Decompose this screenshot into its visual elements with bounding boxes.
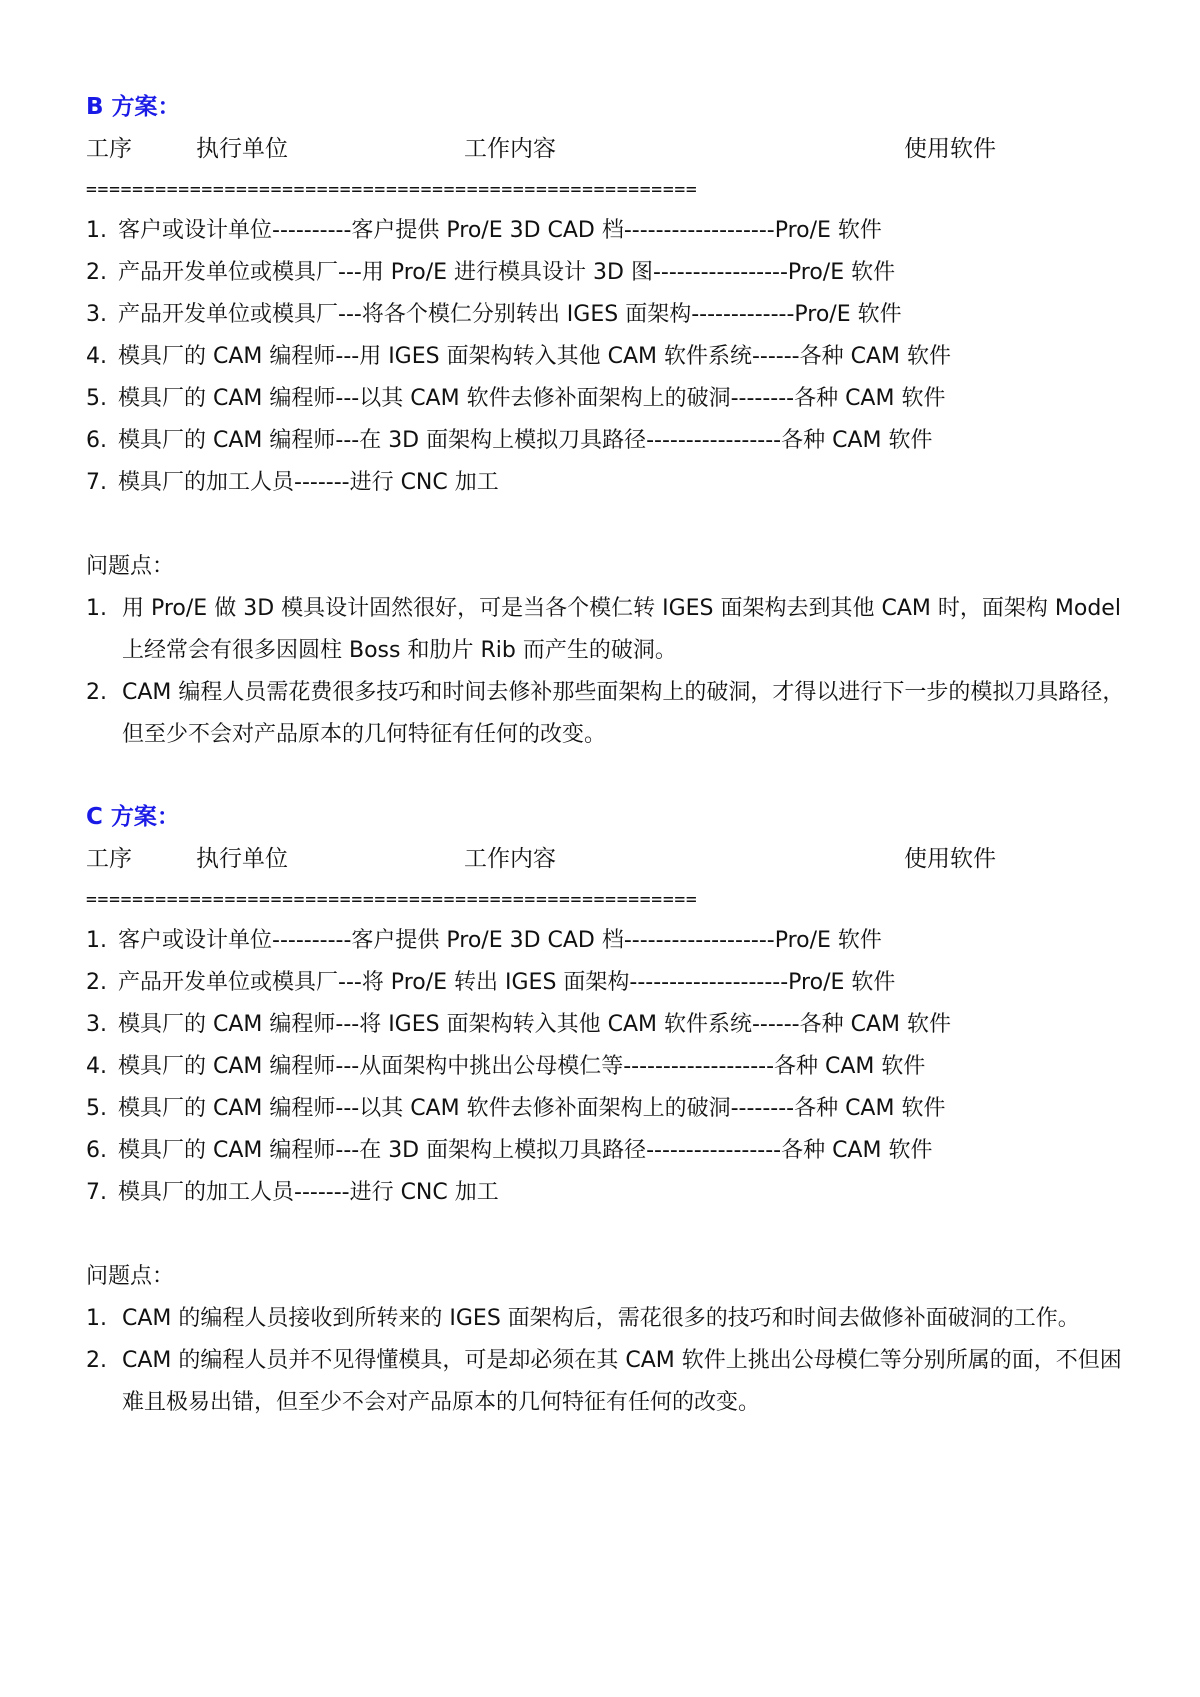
step-number: 7.	[86, 1180, 107, 1205]
problems-list	[86, 588, 1136, 756]
header-content: 工作内容	[464, 846, 556, 872]
header-unit: 执行单位	[196, 136, 288, 162]
problem-item	[86, 672, 1136, 756]
step-item	[86, 210, 1136, 252]
step-text: 模具厂的 CAM 编程师---将 IGES 面架构转入其他 CAM 软件系统------各种 CAM 软件	[118, 1012, 951, 1037]
problem-number: 1.	[86, 596, 107, 621]
step-text: 模具厂的加工人员-------进行 CNC 加工	[118, 1180, 499, 1205]
steps-list	[86, 920, 1136, 1214]
step-number: 7.	[86, 470, 107, 495]
step-number: 2.	[86, 260, 107, 285]
step-text: 产品开发单位或模具厂---将 Pro/E 转出 IGES 面架构--------------------Pro/E 软件	[118, 970, 896, 995]
problem-number: 2.	[86, 680, 107, 705]
problem-text: CAM 的编程人员并不见得懂模具，可是却必须在其 CAM 软件上挑出公母模仁等分别所属的面，不但困难且极易出错，但至少不会对产品原本的几何特征有任何的改变。	[122, 1348, 1122, 1415]
problem-item	[86, 1298, 1136, 1340]
spacer	[86, 1214, 1136, 1256]
step-item	[86, 462, 1136, 504]
header-step: 工序	[86, 136, 132, 162]
section-plan-c	[86, 796, 1136, 1424]
step-text: 客户或设计单位----------客户提供 Pro/E 3D CAD 档-------------------Pro/E 软件	[118, 928, 882, 953]
step-item	[86, 252, 1136, 294]
problems-list	[86, 1298, 1136, 1424]
step-text: 模具厂的 CAM 编程师---以其 CAM 软件去修补面架构上的破洞--------各种 CAM 软件	[118, 1096, 946, 1121]
step-text: 模具厂的加工人员-------进行 CNC 加工	[118, 470, 499, 495]
step-number: 5.	[86, 1096, 107, 1121]
problem-number: 1.	[86, 1306, 107, 1331]
step-number: 4.	[86, 1054, 107, 1079]
step-item	[86, 1130, 1136, 1172]
step-item	[86, 420, 1136, 462]
problems-title: 问题点：	[86, 554, 175, 579]
step-text: 模具厂的 CAM 编程师---在 3D 面架构上模拟刀具路径-----------------各种 CAM 软件	[118, 1138, 933, 1163]
spacer	[86, 504, 1136, 546]
step-number: 3.	[86, 1012, 107, 1037]
table-header	[86, 838, 1136, 880]
step-item	[86, 920, 1136, 962]
step-item	[86, 1046, 1136, 1088]
divider-line: =====================================================	[86, 179, 698, 200]
step-number: 6.	[86, 428, 107, 453]
step-text: 模具厂的 CAM 编程师---在 3D 面架构上模拟刀具路径-----------------各种 CAM 软件	[118, 428, 933, 453]
header-step: 工序	[86, 846, 132, 872]
step-text: 客户或设计单位----------客户提供 Pro/E 3D CAD 档-------------------Pro/E 软件	[118, 218, 882, 243]
step-number: 4.	[86, 344, 107, 369]
header-unit: 执行单位	[196, 846, 288, 872]
table-header	[86, 128, 1136, 170]
divider-line: =====================================================	[86, 889, 698, 910]
step-item	[86, 962, 1136, 1004]
step-item	[86, 1004, 1136, 1046]
header-content: 工作内容	[464, 136, 556, 162]
problem-text: CAM 编程人员需花费很多技巧和时间去修补那些面架构上的破洞，才得以进行下一步的模拟刀具路径，但至少不会对产品原本的几何特征有任何的改变。	[122, 680, 1125, 747]
step-number: 3.	[86, 302, 107, 327]
section-title: C 方案：	[86, 804, 180, 830]
header-software: 使用软件	[904, 846, 996, 872]
step-text: 产品开发单位或模具厂---将各个模仁分别转出 IGES 面架构-------------Pro/E 软件	[118, 302, 902, 327]
problem-item	[86, 588, 1136, 672]
problem-number: 2.	[86, 1348, 107, 1373]
step-text: 模具厂的 CAM 编程师---以其 CAM 软件去修补面架构上的破洞--------各种 CAM 软件	[118, 386, 946, 411]
step-number: 1.	[86, 928, 107, 953]
step-number: 1.	[86, 218, 107, 243]
step-item	[86, 294, 1136, 336]
step-item	[86, 378, 1136, 420]
step-text: 模具厂的 CAM 编程师---从面架构中挑出公母模仁等-------------------各种 CAM 软件	[118, 1054, 926, 1079]
step-text: 产品开发单位或模具厂---用 Pro/E 进行模具设计 3D 图-----------------Pro/E 软件	[118, 260, 896, 285]
header-software: 使用软件	[904, 136, 996, 162]
problem-item	[86, 1340, 1136, 1424]
problems-title: 问题点：	[86, 1264, 175, 1289]
step-number: 5.	[86, 386, 107, 411]
step-item	[86, 1088, 1136, 1130]
step-number: 6.	[86, 1138, 107, 1163]
step-number: 2.	[86, 970, 107, 995]
problem-text: 用 Pro/E 做 3D 模具设计固然很好，可是当各个模仁转 IGES 面架构去到其他 CAM 时，面架构 Model 上经常会有很多因圆柱 Boss 和肋片 Rib 而产生的破洞。	[122, 596, 1121, 663]
steps-list	[86, 210, 1136, 504]
section-title: B 方案：	[86, 94, 181, 120]
step-item	[86, 1172, 1136, 1214]
step-text: 模具厂的 CAM 编程师---用 IGES 面架构转入其他 CAM 软件系统------各种 CAM 软件	[118, 344, 951, 369]
step-item	[86, 336, 1136, 378]
problem-text: CAM 的编程人员接收到所转来的 IGES 面架构后，需花很多的技巧和时间去做修补面破洞的工作。	[122, 1306, 1080, 1331]
section-plan-b	[86, 86, 1136, 756]
